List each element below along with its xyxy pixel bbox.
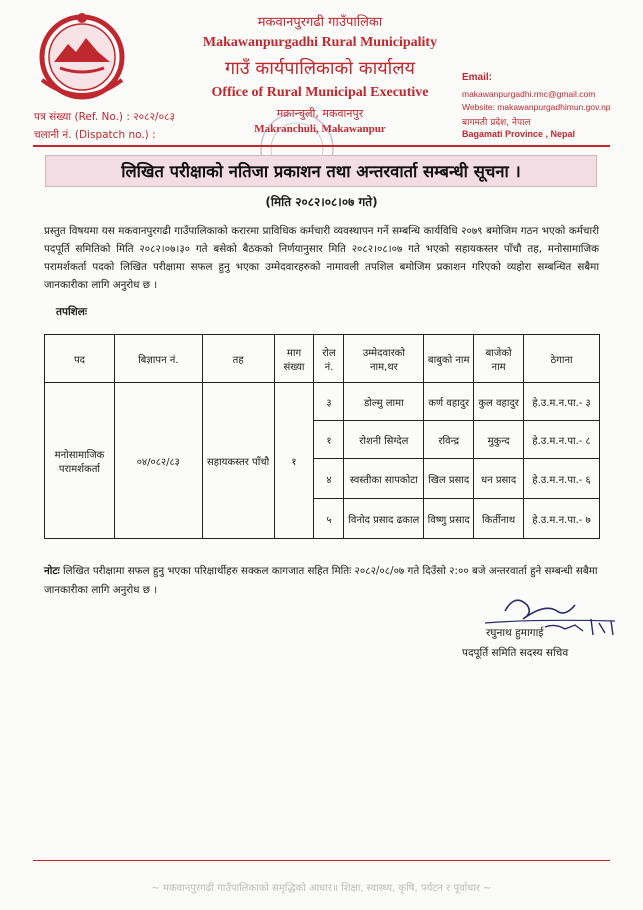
header-ad-no: बिज्ञापन नं. <box>114 335 202 383</box>
cell-roll: ३ <box>314 383 344 421</box>
cell-name: स्वस्तीका सापकोटा <box>344 459 424 499</box>
header-father: बाबुको नाम <box>424 335 474 383</box>
header-address: ठेगाना <box>524 335 600 383</box>
cell-father: रविन्द्र <box>424 421 474 459</box>
cell-name: रोशनी सिग्देल <box>344 421 424 459</box>
footer-divider <box>33 860 610 861</box>
notice-date: (मिति २०८२।०८।०७ गते) <box>265 195 378 209</box>
address-np: मक्रान्चुली, मकवानपुर <box>276 107 364 120</box>
details-label: तपशिलः <box>56 306 88 318</box>
province-np: बागमती प्रदेश, नेपाल <box>462 118 531 128</box>
contact-website: Website: makawanpurgadhimun.gov.np <box>462 102 611 112</box>
contact-email-label: Email: <box>462 72 493 83</box>
municipality-name-np: मकवानपुरगढी गाउँपालिका <box>257 15 383 30</box>
header-demand: माग संख्या <box>274 335 314 383</box>
notice-body: प्रस्तुत विषयमा यस मकवानपुरगढी गाउँपालिकाको करारमा प्राविधिक कर्मचारी व्यवस्थापन गर्ने सम्बन्धि कार्यविधि २०७९ बमोजिम गठन भएको कर्मचारी पदपूर्ति समितिको मिति २०८२।०७।३० गते बसेको बैठकको निर्णयानुसार मिति २०८२।०८।०७ गते भएको सहायकस्तर पाँचौ तह, मनोसामाजिक परामर्शकर्ता पदको लिखित परीक्षामा सफल हुनु भएका उम्मेदवारहरुको नामावली तपशिल बमोजिम प्रकाशन गरिएको व्यहोरा सम्बन्धित सबैमा जानकारीका लागि अनुरोध छ । <box>44 225 599 291</box>
cell-grandfather: धन प्रसाद <box>474 459 524 499</box>
footer-slogan: ~ मकवानपुरगढी गाउँपालिकाको समृद्धिको आधार॥ शिक्षा, स्वास्थ्य, कृषि, पर्यटन र पूर्वाधार ~ <box>151 883 492 894</box>
province-en: Bagamati Province , Nepal <box>462 129 576 139</box>
contact-email: makawanpurgadhi.rmc@gmail.com <box>462 89 596 99</box>
cell-grandfather: किर्तीनाथ <box>474 499 524 539</box>
dispatch-number: चलानी नं. (Dispatch no.) : <box>34 129 156 141</box>
cell-address: हे.उ.म.न.पा.- ८ <box>524 421 600 459</box>
cell-father: कर्ण वहादुर <box>424 383 474 421</box>
cell-post: मनोसामाजिक परामर्शकर्ता <box>45 383 115 539</box>
cell-name: डोल्मु लामा <box>344 383 424 421</box>
cell-address: हे.उ.म.न.पा.- ६ <box>524 459 600 499</box>
cell-address: हे.उ.म.न.पा.- ७ <box>524 499 600 539</box>
cell-grandfather: मुकुन्द <box>474 421 524 459</box>
cell-name: विनोद प्रसाद ढकाल <box>344 499 424 539</box>
signatory-name: रघुनाथ हुमागाई <box>486 627 544 639</box>
header-post: पद <box>45 335 115 383</box>
note-label: नोटः <box>44 565 60 577</box>
reference-number: पत्र संख्या (Ref. No.) : २०८२/०८३ <box>34 111 175 123</box>
cell-address: हे.उ.म.न.पा.- ३ <box>524 383 600 421</box>
address-en: Makranchuli, Makawanpur <box>254 123 386 135</box>
header-candidate: उम्मेदवारको नाम,थर <box>344 335 424 383</box>
cell-roll: ४ <box>314 459 344 499</box>
municipality-emblem-icon <box>36 10 128 104</box>
results-table <box>44 334 600 539</box>
cell-roll: १ <box>314 421 344 459</box>
table-row <box>45 383 600 421</box>
header-roll: रोल नं. <box>314 335 344 383</box>
header-grandfather: बाजेको नाम <box>474 335 524 383</box>
municipality-name-en: Makawanpurgadhi Rural Municipality <box>202 35 438 50</box>
cell-demand: १ <box>274 383 314 539</box>
cell-level: सहायकस्तर पाँचौ <box>202 383 274 539</box>
cell-grandfather: कुल वहादुर <box>474 383 524 421</box>
signatory-role: पदपूर्ति समिति सदस्य सचिव <box>462 647 569 659</box>
note-text: लिखित परीक्षामा सफल हुनु भएका परिक्षार्थीहरु सक्कल कागजात सहित मितिः २०८२/०८/०७ गते दिउँसो २:०० बजे अन्तरवार्ता हुने सम्बन्धी सबैमा जानकारीका लागि अनुरोध छ । <box>44 565 598 596</box>
header-divider <box>33 145 610 147</box>
notice-title: लिखित परीक्षाको नतिजा प्रकाशन तथा अन्तरवार्ता सम्बन्धी सूचना । <box>121 162 521 181</box>
cell-ad-no: ०४/०८२/८३ <box>114 383 202 539</box>
header-level: तह <box>202 335 274 383</box>
cell-father: खिल प्रसाद <box>424 459 474 499</box>
cell-roll: ५ <box>314 499 344 539</box>
office-name-en: Office of Rural Municipal Executive <box>211 85 429 100</box>
cell-father: विष्णु प्रसाद <box>424 499 474 539</box>
office-name-np: गाउँ कार्यपालिकाको कार्यालय <box>225 58 415 79</box>
table-header-row <box>45 335 600 383</box>
